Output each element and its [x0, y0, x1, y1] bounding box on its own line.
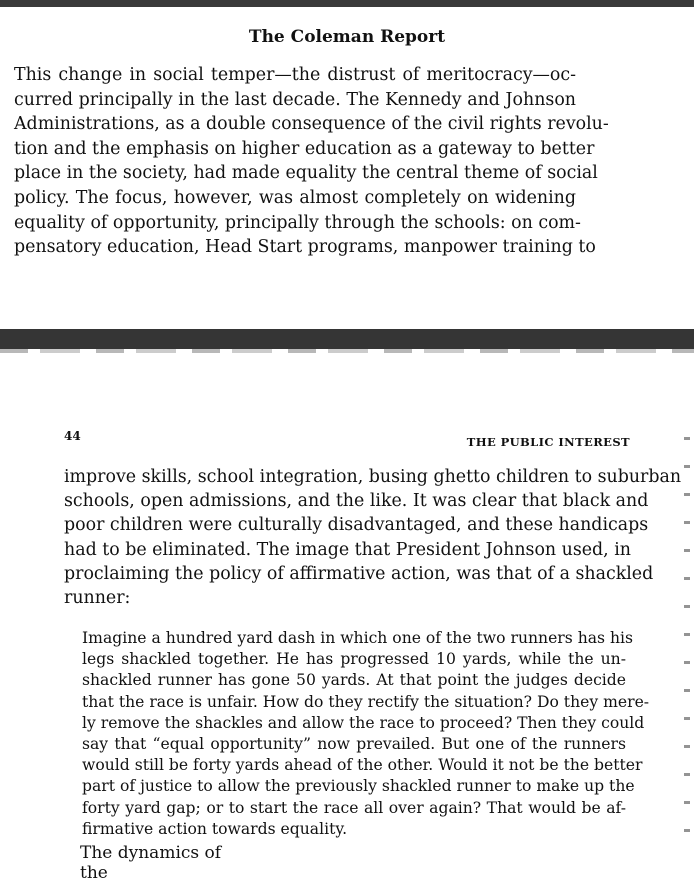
- block-quote: [82, 628, 650, 840]
- top-bar: [0, 0, 694, 7]
- running-head-title: The Coleman Report: [248, 27, 446, 47]
- text-line: equality of opportunity, principally through the schools: on com-: [14, 212, 581, 233]
- scan-margin-marks: [684, 423, 690, 851]
- quote-line: forty yard gap; or to start the race all over again? That would be af-: [82, 798, 626, 817]
- quote-line: shackled runner has gone 50 yards. At that point the judges decide: [82, 671, 626, 690]
- text-line: schools, open admissions, and the like. It was clear that black and: [64, 491, 649, 512]
- quote-line: ly remove the shackles and allow the race to proceed? Then they could: [82, 713, 645, 732]
- page-upper: [0, 7, 694, 329]
- quote-line: Imagine a hundred yard dash in which one of the two runners has his: [82, 629, 634, 647]
- text-line: runner:: [64, 588, 131, 609]
- quote-line: firmative action towards equality.: [82, 819, 348, 838]
- running-head-journal: THE PUBLIC INTEREST: [466, 435, 630, 449]
- text-line: proclaiming the policy of affirmative action, was that of a shackled: [64, 563, 654, 584]
- text-line: pensatory education, Head Start programs, manpower training to: [14, 237, 596, 258]
- quote-line: say that “equal opportunity” now prevailed. But one of the runners: [82, 735, 626, 754]
- body-paragraph-lower: [64, 465, 682, 610]
- cut-off-next-line: The dynamics of the: [80, 843, 222, 883]
- page-lower: [0, 353, 694, 883]
- page-number: 44: [64, 429, 81, 443]
- body-paragraph-upper: [14, 63, 609, 260]
- text-line: had to be eliminated. The image that President Johnson used, in: [64, 539, 632, 560]
- text-line: poor children were culturally disadvantaged, and these handicaps: [64, 515, 649, 536]
- quote-line: would still be forty yards ahead of the other. Would it not be the better: [82, 756, 643, 775]
- text-line: improve skills, school integration, busing ghetto children to suburban: [64, 467, 682, 487]
- page-separator: [0, 329, 694, 349]
- text-line: Administrations, as a double consequence of the civil rights revolu-: [14, 114, 609, 135]
- text-line: policy. The focus, however, was almost completely on widening: [14, 187, 576, 208]
- quote-line: legs shackled together. He has progressed 10 yards, while the un-: [82, 650, 626, 669]
- quote-line: that the race is unfair. How do they rectify the situation? Do they mere-: [82, 692, 650, 711]
- text-line: place in the society, had made equality the central theme of social: [14, 163, 598, 184]
- text-line: This change in social temper—the distrust of meritocracy—oc-: [14, 65, 576, 85]
- quote-line: part of justice to allow the previously shackled runner to make up the: [82, 777, 635, 796]
- text-line: curred principally in the last decade. The Kennedy and Johnson: [14, 89, 576, 110]
- text-line: tion and the emphasis on higher education as a gateway to better: [14, 138, 595, 159]
